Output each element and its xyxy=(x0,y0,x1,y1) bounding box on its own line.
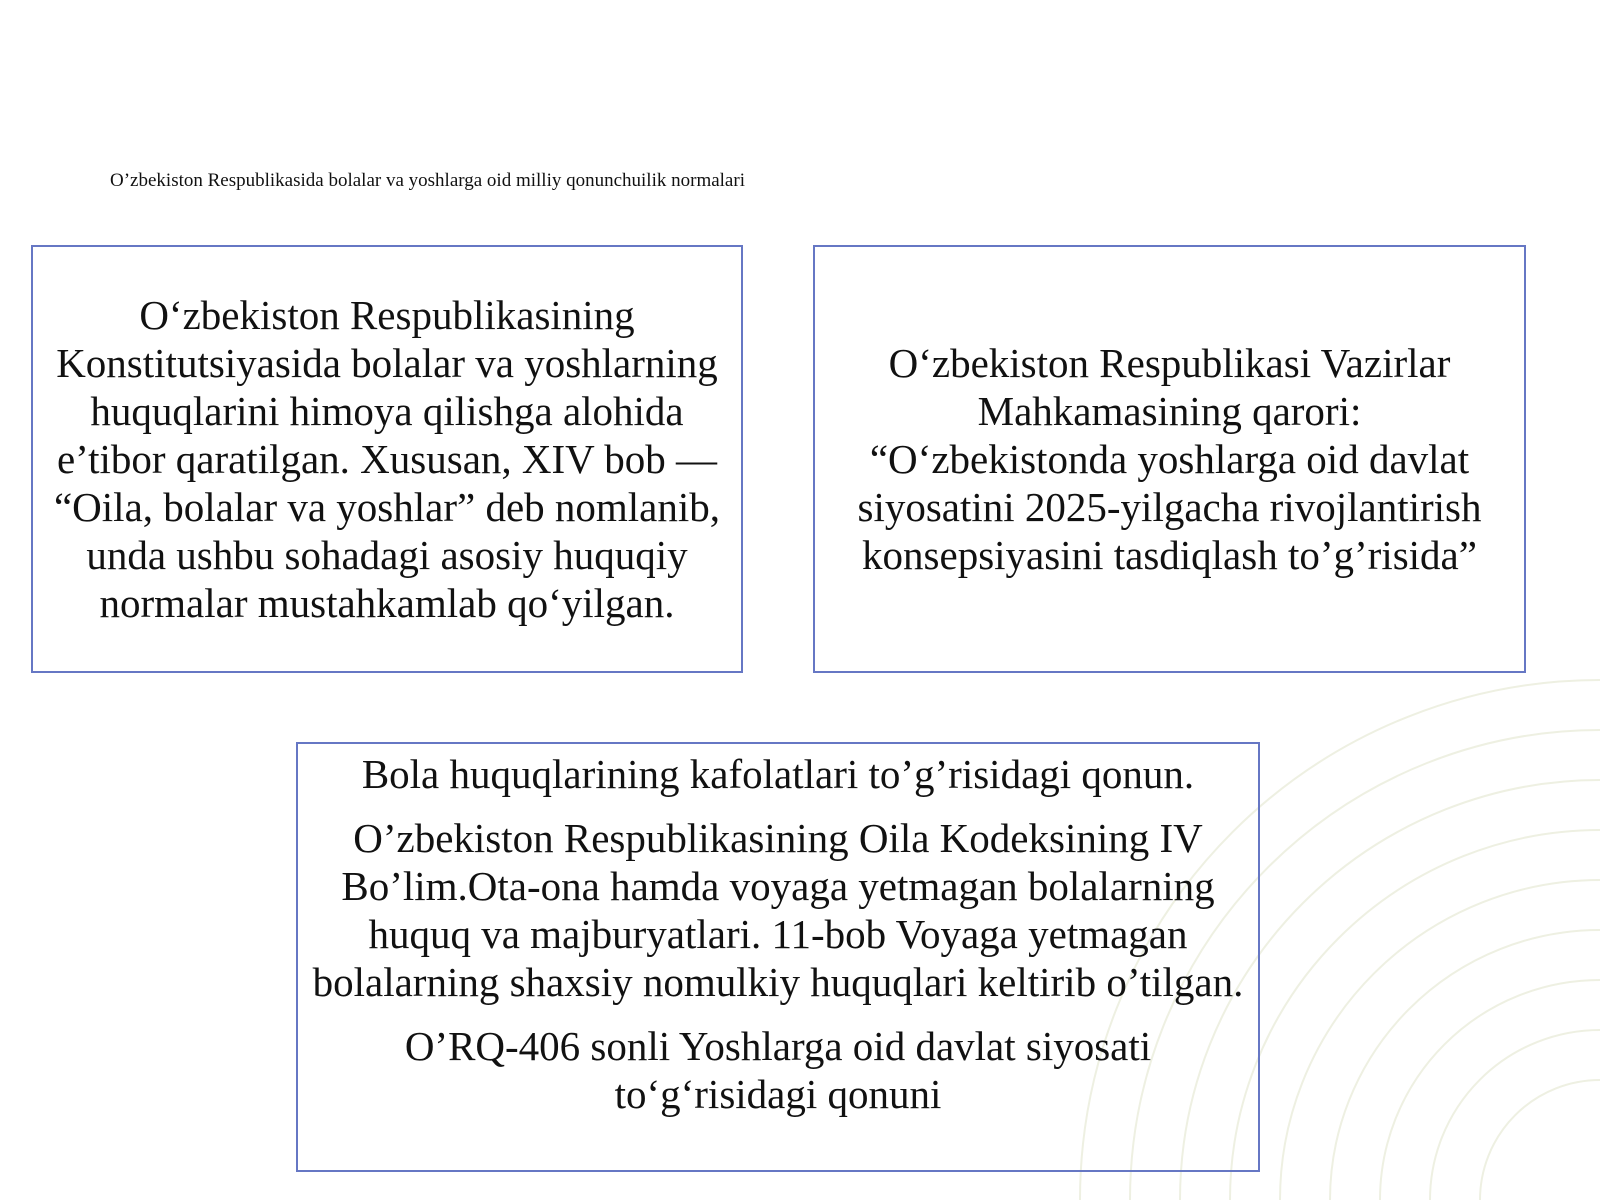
family-code-text: O’zbekiston Respublikasining Oila Kodeksining IV Bo’lim.Ota-ona hamda voyaga yetmagan bolalarning huquq va majburyatlari. 11-bob Voyaga yetmagan bolalarning shaxsiy nomulkiy huquqlari keltirib o’tilgan. xyxy=(312,815,1244,1005)
child-rights-law: Bola huquqlarining kafolatlari to’g’risidagi qonun. xyxy=(361,751,1195,797)
slide-heading: O’zbekiston Respublikasida bolalar va yoshlarga oid milliy qonunchuilik normalari xyxy=(110,170,745,191)
cabinet-resolution-title: O‘zbekiston Respublikasi Vazirlar Mahkamasining qarori: xyxy=(888,340,1451,434)
cabinet-resolution-box xyxy=(813,245,1526,673)
constitution-box xyxy=(31,245,743,673)
constitution-text: O‘zbekiston Respublikasining Konstitutsiyasida bolalar va yoshlarning huquqlarini himoya qilishga alohida e’tibor qaratilgan. Xususan, XIV bob — “Oila, bolalar va yoshlar” deb nomlanib, unda ushbu sohadagi asosiy huquqiy normalar mustahkamlab qo‘yilgan. xyxy=(53,292,721,626)
youth-policy-law: O’RQ-406 sonli Yoshlarga oid davlat siyosati to‘g‘risidagi qonuni xyxy=(404,1023,1152,1117)
cabinet-resolution-name: “O‘zbekistonda yoshlarga oid davlat siyosatini 2025-yilgacha rivojlantirish konsepsiyasini tasdiqlash to’g’risida” xyxy=(857,436,1482,578)
laws-box xyxy=(296,742,1260,1172)
